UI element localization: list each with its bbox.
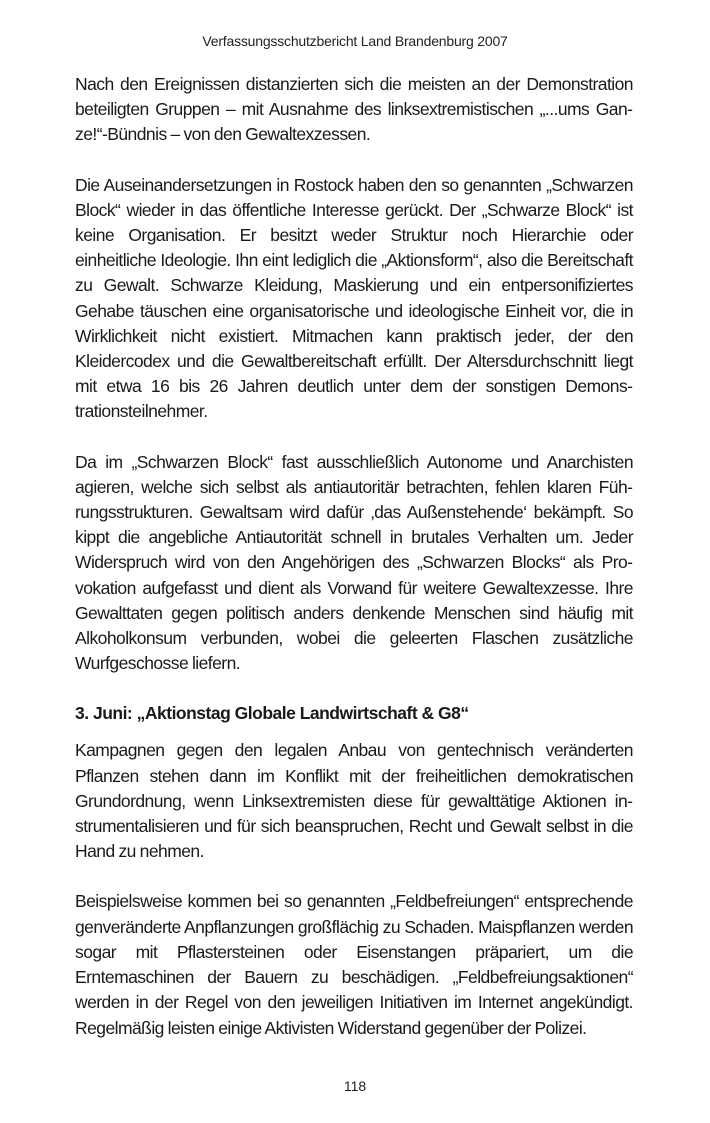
section-heading: 3. Juni: „Aktionstag Globale Landwirtschaft & G8“ <box>75 703 469 724</box>
paragraph-genetic-engineering: Kampagnen gegen den legalen Anbau von gentechnisch veränderten Pflanzen stehen dann im Konflikt mit der freiheitlichen demokratischen Grundordnung, wenn Linksextremisten diese für gewalttätige Aktionen instrumentalisieren und für sich beanspruchen, Recht und Gewalt selbst in die Hand zu nehmen. <box>75 740 633 862</box>
page-body <box>75 72 633 1041</box>
paragraph-field-liberation: Beispielsweise kommen bei so genannten „Feldbefreiungen“ entsprechende genveränderte Anpflanzungen großflächig zu Schaden. Maispflanzen werden sogar mit Pflastersteinen oder Eisenstangen präpariert, um die Erntemaschinen der Bauern zu beschädigen. „Feldbefreiungsaktionen“ werden in der Regel von den jeweiligen Initiativen im Internet angekündigt. Regelmäßig leisten einige Aktivisten Widerstand gegenüber der Polizei. <box>75 891 633 1038</box>
paragraph-black-bloc: Die Auseinandersetzungen in Rostock haben den so genannten „Schwarzen Block“ wieder in das öffentliche Interesse gerückt. Der „Schwarze Block“ ist keine Organisation. Er besitzt weder Struktur noch Hierarchie oder einheitliche Ideologie. Ihn eint lediglich die „Aktionsform“, also die Bereitschaft zu Gewalt. Schwarze Kleidung, Maskierung und ein entpersonifiziertes Gehabe täuschen eine organisatorische und ideologische Einheit vor, die in Wirklichkeit nicht existiert. Mitmachen kann praktisch jeder, der den Kleidercodex und die Gewaltbereitschaft erfüllt. Der Altersdurchschnitt liegt mit etwa 16 bis 26 Jahren deutlich unter dem der sonstigen Demonstrationsteilnehmer. <box>75 174 633 422</box>
paragraph-black-bloc-structure: Da im „Schwarzen Block“ fast ausschließlich Autonome und Anarchisten agieren, welche sich selbst als antiautoritär betrachten, fehlen klaren Führungsstrukturen. Gewaltsam wird dafür ‚das Außenstehende‘ bekämpft. So kippt die angebliche Antiautorität schnell in brutales Verhalten um. Jeder Widerspruch wird von den Angehörigen des „Schwarzen Blocks“ als Provokation aufgefasst und dient als Vorwand für weitere Gewaltexzesse. Ihre Gewalttaten gegen politisch anders denkende Menschen sind häufig mit Alkoholkonsum verbunden, wobei die geleerten Flaschen zusätzliche Wurfgeschosse liefern. <box>75 451 633 674</box>
page-number: 118 <box>343 1078 367 1094</box>
running-header: Verfassungsschutzbericht Land Brandenburg 2007 <box>202 33 508 49</box>
paragraph-aftermath: Nach den Ereignissen distanzierten sich die meisten an der Demonstration beteiligten Gruppen – mit Ausnahme des linksextremistischen „...ums Ganze!“-Bündnis – von den Gewaltexzessen. <box>75 74 633 145</box>
